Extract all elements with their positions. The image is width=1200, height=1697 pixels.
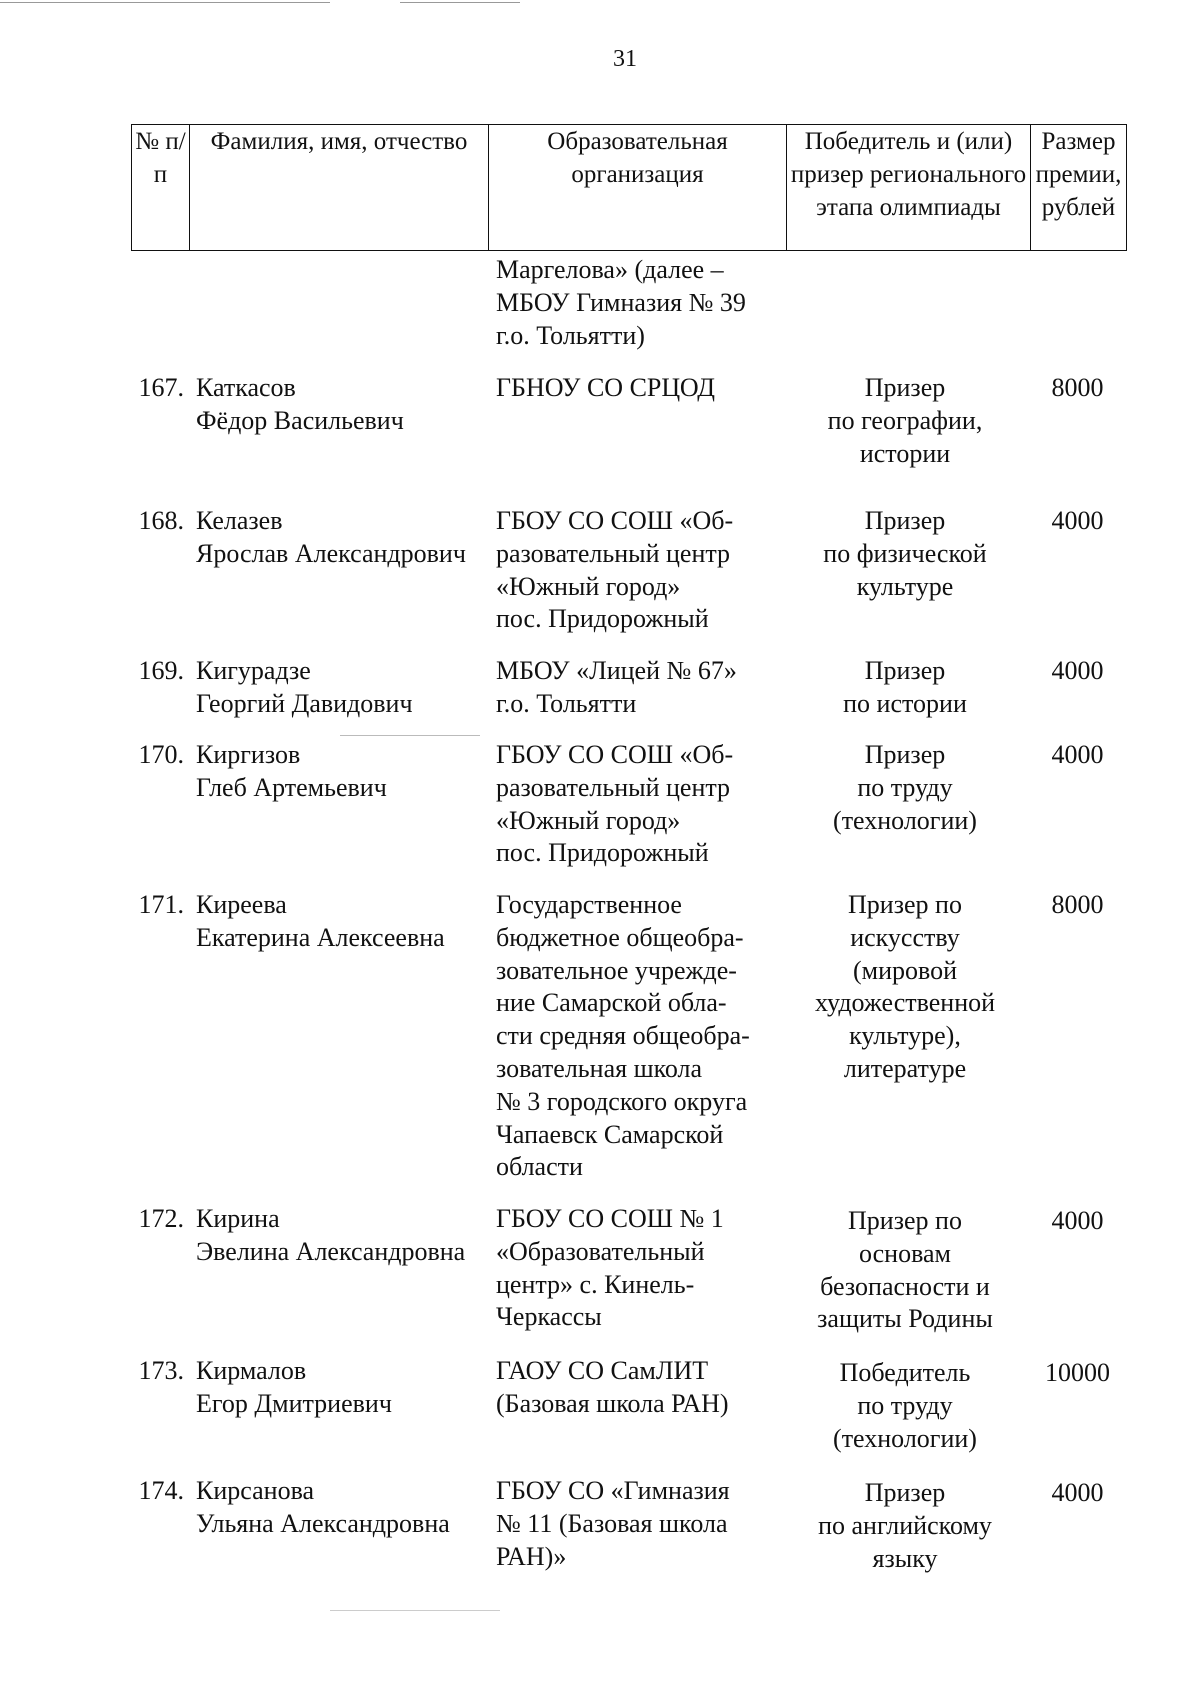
continuation-line: МБОУ Гимназия № 39 bbox=[496, 287, 746, 317]
prize-amount: 4000 bbox=[1051, 1478, 1104, 1507]
award-line: культуре bbox=[856, 571, 954, 601]
row-number: 170. bbox=[138, 740, 184, 769]
org-line: ГБОУ СО «Гимназия bbox=[496, 1476, 730, 1505]
org-line: ГБНОУ СО СРЦОД bbox=[496, 373, 716, 402]
organization bbox=[496, 372, 772, 405]
prize-amount: 4000 bbox=[1051, 656, 1104, 685]
org-line: Чапаевск Самарской bbox=[496, 1119, 724, 1149]
award-line: истории bbox=[859, 438, 951, 468]
organization bbox=[496, 1203, 772, 1334]
award bbox=[790, 889, 1020, 1086]
org-line: ГБОУ СО СОШ № 1 bbox=[496, 1204, 724, 1233]
organization bbox=[496, 1355, 772, 1421]
prize-amount: 8000 bbox=[1051, 890, 1104, 919]
award-line: Призер bbox=[864, 506, 946, 535]
name-line: Киргизов bbox=[196, 740, 301, 769]
award bbox=[790, 372, 1020, 470]
student-name bbox=[196, 889, 481, 955]
page-number: 31 bbox=[613, 46, 637, 72]
award-line: защиты Родины bbox=[817, 1304, 993, 1334]
award-line: (технологии) bbox=[833, 1423, 977, 1453]
row-number: 173. bbox=[138, 1356, 184, 1385]
award-line: Призер bbox=[864, 373, 946, 402]
award bbox=[790, 655, 1020, 721]
award bbox=[790, 1477, 1020, 1575]
organization bbox=[496, 739, 772, 870]
org-line: ГАОУ СО СамЛИТ bbox=[496, 1356, 709, 1385]
award bbox=[790, 1205, 1020, 1336]
org-line: области bbox=[496, 1152, 583, 1182]
org-line: МБОУ «Лицей № 67» bbox=[496, 656, 737, 685]
award-line: языку bbox=[872, 1543, 938, 1573]
org-line: разовательный центр bbox=[496, 538, 731, 568]
org-line: бюджетное общеобра- bbox=[496, 922, 744, 952]
org-line: ние Самарской обла- bbox=[496, 988, 727, 1018]
award-line: основам bbox=[858, 1238, 952, 1268]
student-name bbox=[196, 505, 481, 571]
continuation-line: г.о. Тольятти) bbox=[496, 320, 645, 350]
table-header bbox=[131, 124, 1127, 251]
name-line: Келазев bbox=[196, 506, 283, 535]
name-line: Егор Дмитриевич bbox=[196, 1388, 392, 1418]
name-line: Фёдор Васильевич bbox=[196, 405, 404, 435]
name-line: Ярослав Александрович bbox=[196, 538, 466, 568]
scan-artifact-line bbox=[400, 2, 520, 3]
award-line: по труду bbox=[857, 1390, 953, 1420]
award-line: культуре), bbox=[849, 1021, 961, 1051]
organization bbox=[496, 655, 772, 721]
award-line: Призер bbox=[864, 656, 946, 685]
org-line: зовательное учрежде- bbox=[496, 955, 737, 985]
header-organization: Образовательная организация bbox=[489, 125, 787, 251]
scan-artifact-line bbox=[340, 735, 480, 736]
org-line: ГБОУ СО СОШ «Об- bbox=[496, 740, 734, 769]
award-line: (мировой bbox=[852, 955, 958, 985]
org-line: сти средняя общеобра- bbox=[496, 1021, 750, 1051]
award-line: Призер bbox=[864, 1478, 946, 1507]
award-line: Призер bbox=[864, 740, 946, 769]
award-line: литературе bbox=[843, 1053, 967, 1083]
org-line: (Базовая школа РАН) bbox=[496, 1388, 729, 1418]
name-line: Георгий Давидович bbox=[196, 688, 413, 718]
award bbox=[790, 505, 1020, 603]
org-line: «Южный город» bbox=[496, 805, 681, 835]
prize-amount: 8000 bbox=[1051, 373, 1104, 402]
org-line: пос. Придорожный bbox=[496, 604, 709, 634]
award-line: по труду bbox=[857, 772, 953, 802]
name-line: Кирина bbox=[196, 1204, 280, 1233]
award bbox=[790, 739, 1020, 837]
org-line: центр» с. Кинель- bbox=[496, 1269, 695, 1299]
student-name bbox=[196, 372, 481, 438]
name-line: Кирмалов bbox=[196, 1356, 307, 1385]
student-name bbox=[196, 1475, 481, 1541]
name-line: Ульяна Александровна bbox=[196, 1508, 450, 1538]
row-number: 171. bbox=[138, 890, 184, 919]
row-number: 168. bbox=[138, 506, 184, 535]
org-line: РАН)» bbox=[496, 1541, 567, 1571]
award bbox=[790, 1357, 1020, 1455]
name-line: Кирсанова bbox=[196, 1476, 315, 1505]
award-line: по физической bbox=[823, 538, 987, 568]
prize-amount: 4000 bbox=[1051, 740, 1104, 769]
student-name bbox=[196, 1203, 481, 1269]
name-line: Киреева bbox=[196, 890, 287, 919]
header-award: Победитель и (или) призер регионального этапа олимпиады bbox=[787, 125, 1031, 251]
name-line: Каткасов bbox=[196, 373, 296, 402]
name-line: Екатерина Алексеевна bbox=[196, 922, 445, 952]
award-line: (технологии) bbox=[833, 805, 977, 835]
award-line: Призер по bbox=[848, 1206, 962, 1235]
organization bbox=[496, 889, 772, 1184]
award-line: Призер по bbox=[848, 890, 962, 919]
student-name bbox=[196, 1355, 481, 1421]
continuation-line: Маргелова» (далее – bbox=[496, 255, 724, 284]
org-line: № 11 (Базовая школа bbox=[496, 1508, 728, 1538]
row-number: 174. bbox=[138, 1476, 184, 1505]
row-number: 172. bbox=[138, 1204, 184, 1233]
name-line: Эвелина Александровна bbox=[196, 1236, 466, 1266]
award-line: искусству bbox=[850, 922, 960, 952]
student-name bbox=[196, 655, 481, 721]
prize-amount: 4000 bbox=[1051, 506, 1104, 535]
name-line: Глеб Артемьевич bbox=[196, 772, 387, 802]
org-line: разовательный центр bbox=[496, 772, 731, 802]
row-number: 169. bbox=[138, 656, 184, 685]
award-line: по географии, bbox=[827, 405, 983, 435]
prize-amount: 4000 bbox=[1051, 1206, 1104, 1235]
award-line: по истории bbox=[843, 688, 967, 718]
organization bbox=[496, 1475, 772, 1573]
continuation-organization bbox=[496, 254, 772, 352]
scan-artifact-line bbox=[330, 1610, 500, 1611]
prize-amount: 10000 bbox=[1045, 1358, 1110, 1387]
student-name bbox=[196, 739, 481, 805]
award-line: Победитель bbox=[839, 1358, 971, 1387]
award-line: безопасности и bbox=[820, 1271, 990, 1301]
org-line: «Образовательный bbox=[496, 1236, 705, 1266]
org-line: Государственное bbox=[496, 890, 682, 919]
name-line: Кигурадзе bbox=[196, 656, 311, 685]
org-line: пос. Придорожный bbox=[496, 838, 709, 868]
scan-artifact-line bbox=[0, 2, 330, 3]
org-line: зовательная школа bbox=[496, 1053, 703, 1083]
org-line: г.о. Тольятти bbox=[496, 688, 637, 718]
org-line: ГБОУ СО СОШ «Об- bbox=[496, 506, 734, 535]
org-line: Черкассы bbox=[496, 1302, 602, 1332]
row-number: 167. bbox=[138, 373, 184, 402]
header-number: № п/п bbox=[132, 125, 190, 251]
award-line: по английскому bbox=[818, 1510, 992, 1540]
header-amount: Размер премии, рублей bbox=[1031, 125, 1127, 251]
organization bbox=[496, 505, 772, 636]
org-line: № 3 городского округа bbox=[496, 1086, 748, 1116]
award-line: художественной bbox=[814, 988, 996, 1018]
header-name: Фамилия, имя, отчество bbox=[190, 125, 489, 251]
org-line: «Южный город» bbox=[496, 571, 681, 601]
